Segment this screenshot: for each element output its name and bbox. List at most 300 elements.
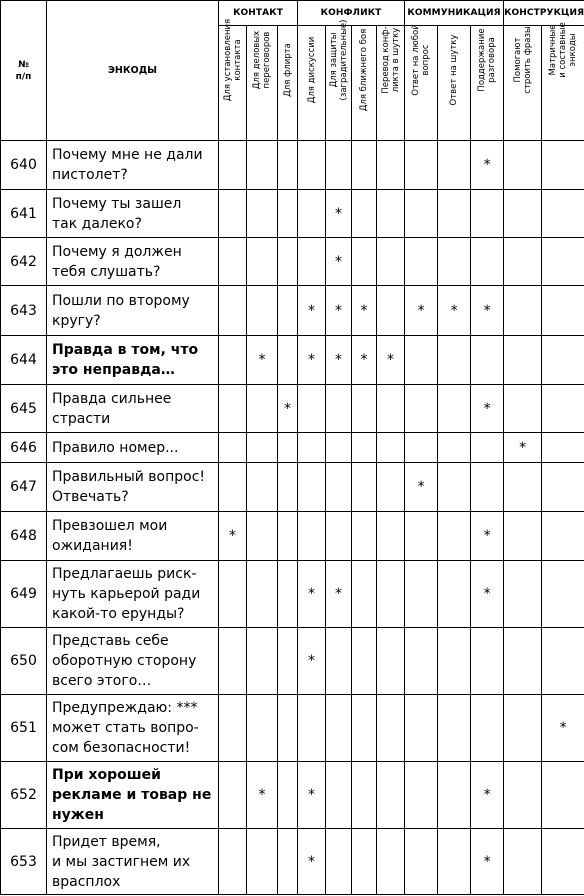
category-cell xyxy=(504,463,542,512)
category-cell xyxy=(298,286,326,336)
category-cell xyxy=(542,762,584,829)
category-cell xyxy=(298,336,326,385)
subcategory-label xyxy=(329,4,349,116)
category-cell xyxy=(504,190,542,238)
category-cell xyxy=(278,141,298,190)
category-cell xyxy=(377,190,405,238)
subcategory-label-line: Ответ на любой xyxy=(411,24,422,96)
category-cell xyxy=(278,336,298,385)
encode-phrase-line: Правда сильнее xyxy=(52,390,172,407)
asterisk-mark: * xyxy=(519,439,527,456)
row-number: 641 xyxy=(1,190,47,238)
asterisk-mark: * xyxy=(335,352,343,368)
category-cell xyxy=(326,829,352,895)
category-cell xyxy=(405,141,438,190)
phrase-column-header: ЭНКОДЫ xyxy=(47,1,219,141)
table-row xyxy=(1,433,584,463)
category-cell xyxy=(405,190,438,238)
encode-phrase-line: Превзошел мои xyxy=(52,518,168,534)
category-cell xyxy=(405,695,438,762)
encode-phrase xyxy=(47,695,219,762)
encode-phrase xyxy=(47,829,219,895)
category-cell xyxy=(219,141,247,190)
row-number: 651 xyxy=(1,695,47,762)
category-cell xyxy=(278,238,298,286)
encode-phrase xyxy=(47,336,219,385)
table-row xyxy=(1,829,584,895)
category-cell xyxy=(219,463,247,512)
category-cell xyxy=(247,141,278,190)
encode-phrase-line: кругу? xyxy=(52,312,101,329)
subcategory-label xyxy=(307,14,317,126)
asterisk-mark: * xyxy=(450,302,458,319)
category-cell xyxy=(504,695,542,762)
encode-phrase-line: Правильный вопрос! xyxy=(52,469,206,485)
category-cell xyxy=(352,695,377,762)
category-cell xyxy=(504,385,542,433)
encode-phrase-line: ожидания! xyxy=(52,538,133,554)
asterisk-mark: * xyxy=(360,302,368,319)
category-cell xyxy=(247,512,278,561)
table-row xyxy=(1,762,584,829)
category-cell xyxy=(438,433,471,463)
asterisk-mark: * xyxy=(335,205,343,222)
encode-phrase-line: может стать вопро- xyxy=(52,720,199,736)
subcategory-label xyxy=(359,14,369,126)
table-row xyxy=(1,190,584,238)
category-cell xyxy=(438,512,471,561)
encode-phrase-line: Предупреждаю: *** xyxy=(52,700,198,716)
category-cell xyxy=(542,336,584,385)
encode-phrase-line: всего этого… xyxy=(52,673,152,689)
table-row xyxy=(1,463,584,512)
asterisk-mark: * xyxy=(335,302,343,319)
category-cell xyxy=(377,336,405,385)
category-cell xyxy=(542,433,584,463)
category-cell xyxy=(247,628,278,695)
category-cell xyxy=(278,628,298,695)
category-cell xyxy=(352,512,377,561)
category-cell xyxy=(298,463,326,512)
row-number: 646 xyxy=(1,433,47,463)
category-cell xyxy=(504,238,542,286)
category-cell xyxy=(326,433,352,463)
category-cell xyxy=(326,141,352,190)
category-cell xyxy=(298,695,326,762)
encode-phrase xyxy=(47,238,219,286)
category-cell xyxy=(219,762,247,829)
category-cell xyxy=(377,433,405,463)
category-cell xyxy=(219,385,247,433)
subcategory-label-line: (заградительные) xyxy=(338,19,349,101)
category-cell xyxy=(247,829,278,895)
table-row xyxy=(1,336,584,385)
category-cell xyxy=(219,286,247,336)
category-cell xyxy=(542,695,584,762)
category-cell xyxy=(219,336,247,385)
encode-phrase xyxy=(47,463,219,512)
subcategory-label-line: ликта в шутку xyxy=(390,27,401,93)
category-cell xyxy=(298,141,326,190)
row-number: 650 xyxy=(1,628,47,695)
subcategory-label-line: Матричные xyxy=(548,24,559,76)
subcategory-label xyxy=(411,4,431,116)
subcategory-label xyxy=(449,14,459,126)
number-label-symbol: № xyxy=(18,59,29,70)
category-cell xyxy=(352,463,377,512)
category-cell xyxy=(247,695,278,762)
category-cell xyxy=(471,238,504,286)
subcategory-label-line: Перевод конф- xyxy=(380,26,391,94)
asterisk-mark: * xyxy=(335,253,343,270)
category-cell xyxy=(542,238,584,286)
encode-phrase-line: Отвечать? xyxy=(52,489,129,505)
category-cell xyxy=(438,385,471,433)
category-cell xyxy=(278,190,298,238)
row-number: 649 xyxy=(1,561,47,628)
category-cell xyxy=(405,628,438,695)
asterisk-mark: * xyxy=(258,352,266,368)
asterisk-mark: * xyxy=(308,853,316,870)
encode-phrase-line: нуть карьерой ради xyxy=(52,586,201,602)
category-cell xyxy=(298,762,326,829)
encode-phrase-line: оборотную сторону xyxy=(52,653,197,669)
category-cell xyxy=(352,141,377,190)
category-cell xyxy=(326,762,352,829)
subcategory-header xyxy=(504,26,542,141)
subcategory-label-line: Для деловых xyxy=(252,30,262,90)
category-cell xyxy=(247,336,278,385)
encode-phrase xyxy=(47,561,219,628)
category-cell xyxy=(377,238,405,286)
encode-rows xyxy=(1,141,584,895)
asterisk-mark: * xyxy=(483,586,491,602)
subcategory-header xyxy=(377,26,405,141)
category-cell xyxy=(278,762,298,829)
encode-phrase-line: какой-то ерунды? xyxy=(52,606,185,622)
subcategory-label-line: Для дискуссии xyxy=(306,36,317,104)
encode-phrase-line: это неправда… xyxy=(52,362,175,378)
encode-phrase xyxy=(47,141,219,190)
category-cell xyxy=(438,695,471,762)
encode-phrase-line: Правда в том, что xyxy=(52,342,199,358)
encode-phrase-line: сом безопасности! xyxy=(52,740,191,756)
subcategory-header xyxy=(326,19,352,141)
category-cell xyxy=(471,336,504,385)
category-cell xyxy=(504,286,542,336)
category-cell xyxy=(504,336,542,385)
table-row xyxy=(1,561,584,628)
category-cell xyxy=(278,512,298,561)
category-cell xyxy=(352,762,377,829)
category-cell xyxy=(405,512,438,561)
category-cell xyxy=(278,385,298,433)
subcategory-label-line: Для флирта xyxy=(282,43,293,97)
category-cell xyxy=(278,695,298,762)
table-row xyxy=(1,385,584,433)
subcategory-label-line: Для защиты xyxy=(328,32,339,88)
category-cell xyxy=(471,628,504,695)
category-cell xyxy=(471,433,504,463)
encode-phrase-line: Придет время, xyxy=(52,833,161,850)
category-cell xyxy=(405,238,438,286)
asterisk-mark: * xyxy=(483,302,491,319)
subcategory-label-line: и составные xyxy=(558,22,569,78)
row-number: 640 xyxy=(1,141,47,190)
category-cell xyxy=(438,336,471,385)
category-cell xyxy=(542,829,584,895)
table-row xyxy=(1,238,584,286)
encode-phrase-line: нужен xyxy=(52,807,104,823)
subcategory-label-line: строить фразы xyxy=(522,26,533,94)
category-cell xyxy=(326,695,352,762)
category-cell xyxy=(326,336,352,385)
category-cell xyxy=(405,336,438,385)
group-header: КОММУНИКАЦИЯ xyxy=(405,1,504,26)
group-header: КОНСТРУКЦИЯ xyxy=(504,1,584,26)
category-cell xyxy=(504,561,542,628)
category-cell xyxy=(326,463,352,512)
category-cell xyxy=(377,385,405,433)
asterisk-mark: * xyxy=(308,352,316,368)
category-cell xyxy=(352,238,377,286)
category-cell xyxy=(471,286,504,336)
category-cell xyxy=(471,695,504,762)
asterisk-mark: * xyxy=(308,302,316,319)
category-cell xyxy=(471,463,504,512)
subcategory-label-line: Ответ на шутку xyxy=(449,34,460,106)
category-cell xyxy=(504,628,542,695)
category-cell xyxy=(326,628,352,695)
category-cell xyxy=(542,190,584,238)
category-cell xyxy=(326,190,352,238)
encode-phrase-line: Пошли по второму xyxy=(52,292,190,309)
category-cell xyxy=(278,463,298,512)
category-cell xyxy=(352,433,377,463)
asterisk-mark: * xyxy=(417,302,425,319)
category-cell xyxy=(247,762,278,829)
asterisk-mark: * xyxy=(229,528,236,544)
subcategory-label xyxy=(252,4,272,116)
table-row xyxy=(1,695,584,762)
category-cell xyxy=(326,286,352,336)
row-number: 652 xyxy=(1,762,47,829)
encode-phrase xyxy=(47,628,219,695)
encode-phrase-line: рекламе и товар не xyxy=(52,787,212,803)
category-cell xyxy=(352,336,377,385)
category-cell xyxy=(504,829,542,895)
category-cell xyxy=(471,762,504,829)
row-number: 647 xyxy=(1,463,47,512)
category-cell xyxy=(219,433,247,463)
row-number: 642 xyxy=(1,238,47,286)
category-cell xyxy=(298,829,326,895)
category-cell xyxy=(219,695,247,762)
category-cell xyxy=(326,238,352,286)
category-cell xyxy=(298,385,326,433)
category-cell xyxy=(405,433,438,463)
category-cell xyxy=(405,561,438,628)
category-cell xyxy=(438,628,471,695)
category-cell xyxy=(377,628,405,695)
encode-phrase-line: Представь себе xyxy=(52,633,169,649)
row-number: 644 xyxy=(1,336,47,385)
category-cell xyxy=(405,463,438,512)
category-cell xyxy=(377,463,405,512)
category-cell xyxy=(219,829,247,895)
asterisk-mark: * xyxy=(483,528,491,544)
subcategory-header xyxy=(438,26,471,141)
category-cell xyxy=(219,190,247,238)
encode-phrase xyxy=(47,762,219,829)
asterisk-mark: * xyxy=(308,787,316,803)
category-cell xyxy=(438,561,471,628)
category-cell xyxy=(278,433,298,463)
category-cell xyxy=(352,286,377,336)
category-cell xyxy=(377,829,405,895)
category-cell xyxy=(542,561,584,628)
subcategory-label xyxy=(548,0,578,106)
subcategory-label-line: контакта xyxy=(232,39,243,81)
subcategory-label-line: вопрос xyxy=(421,44,432,76)
category-cell xyxy=(438,190,471,238)
category-cell xyxy=(542,463,584,512)
category-cell xyxy=(438,762,471,829)
subcategory-label xyxy=(283,14,293,126)
table-row xyxy=(1,628,584,695)
category-cell xyxy=(352,628,377,695)
category-cell xyxy=(298,561,326,628)
category-cell xyxy=(219,512,247,561)
category-cell xyxy=(504,433,542,463)
subcategory-header xyxy=(471,26,504,141)
category-cell xyxy=(352,385,377,433)
category-cell xyxy=(219,561,247,628)
subcategory-label-line: Для установления xyxy=(222,18,233,102)
category-cell xyxy=(438,238,471,286)
encode-phrase xyxy=(47,190,219,238)
encode-phrase-line: Почему ты зашел xyxy=(52,195,182,212)
category-cell xyxy=(326,385,352,433)
encode-phrase-line: страсти xyxy=(52,410,111,427)
category-cell xyxy=(278,561,298,628)
encode-phrase xyxy=(47,512,219,561)
subcategory-label-line: Для ближнего боя xyxy=(359,28,370,112)
encode-phrase xyxy=(47,433,219,463)
table-row xyxy=(1,512,584,561)
category-cell xyxy=(247,286,278,336)
category-cell xyxy=(326,561,352,628)
category-cell xyxy=(352,829,377,895)
category-cell xyxy=(247,433,278,463)
row-number: 645 xyxy=(1,385,47,433)
group-header: КОНФЛИКТ xyxy=(298,1,405,26)
encode-phrase xyxy=(47,286,219,336)
encode-phrase-line: Почему мне не дали xyxy=(52,147,203,163)
number-label-abbr: п/п xyxy=(15,71,32,82)
category-cell xyxy=(298,238,326,286)
category-cell xyxy=(405,829,438,895)
subcategory-label xyxy=(477,4,497,116)
category-cell xyxy=(542,141,584,190)
asterisk-mark: * xyxy=(258,787,266,803)
category-cell xyxy=(471,512,504,561)
asterisk-mark: * xyxy=(308,653,316,669)
subcategory-header xyxy=(247,26,278,141)
encode-phrase-line: При хорошей xyxy=(52,767,161,783)
category-cell xyxy=(352,561,377,628)
category-cell xyxy=(377,695,405,762)
category-cell xyxy=(438,829,471,895)
row-number: 643 xyxy=(1,286,47,336)
asterisk-mark: * xyxy=(417,479,425,495)
category-cell xyxy=(438,141,471,190)
subcategory-label-line: переговоров xyxy=(262,31,272,89)
category-cell xyxy=(298,433,326,463)
category-cell xyxy=(471,385,504,433)
category-cell xyxy=(377,762,405,829)
category-cell xyxy=(438,463,471,512)
number-column-header xyxy=(1,1,47,141)
row-number: 653 xyxy=(1,829,47,895)
asterisk-mark: * xyxy=(483,787,491,803)
subcategory-header xyxy=(405,26,438,141)
category-cell xyxy=(542,628,584,695)
asterisk-mark: * xyxy=(483,157,491,173)
encode-phrase-line: Правило номер... xyxy=(52,439,179,456)
category-cell xyxy=(542,286,584,336)
category-cell xyxy=(471,561,504,628)
category-cell xyxy=(278,829,298,895)
subcategory-label-line: Помогают xyxy=(512,37,523,83)
encode-phrase-line: врасплох xyxy=(52,873,121,890)
asterisk-mark: * xyxy=(559,720,567,736)
asterisk-mark: * xyxy=(335,586,343,602)
category-cell xyxy=(405,385,438,433)
category-cell xyxy=(542,512,584,561)
encode-phrase-line: пистолет? xyxy=(52,167,128,183)
category-cell xyxy=(377,561,405,628)
category-cell xyxy=(542,385,584,433)
category-cell xyxy=(298,190,326,238)
encode-phrase-line: Предлагаешь риск- xyxy=(52,566,197,582)
asterisk-mark: * xyxy=(308,586,316,602)
category-cell xyxy=(298,628,326,695)
category-cell xyxy=(219,238,247,286)
category-cell xyxy=(247,190,278,238)
group-header: КОНТАКТ xyxy=(219,1,298,26)
encode-phrase-line: так далеко? xyxy=(52,215,142,232)
table-row xyxy=(1,141,584,190)
subcategory-label-line: разговора xyxy=(487,37,498,83)
category-cell xyxy=(504,512,542,561)
category-cell xyxy=(298,512,326,561)
subcategory-header xyxy=(352,26,377,141)
subcategory-header xyxy=(542,22,584,141)
subcategory-header xyxy=(298,26,326,141)
subcategory-label-line: Поддержание xyxy=(477,28,488,92)
category-cell xyxy=(438,286,471,336)
subcategory-label xyxy=(381,4,401,116)
asterisk-mark: * xyxy=(483,400,491,417)
category-cell xyxy=(278,286,298,336)
encode-phrase-line: Почему я должен xyxy=(52,243,182,260)
asterisk-mark: * xyxy=(387,352,395,368)
asterisk-mark: * xyxy=(483,853,491,870)
category-cell xyxy=(377,512,405,561)
category-cell xyxy=(219,628,247,695)
subcategory-label xyxy=(513,4,533,116)
